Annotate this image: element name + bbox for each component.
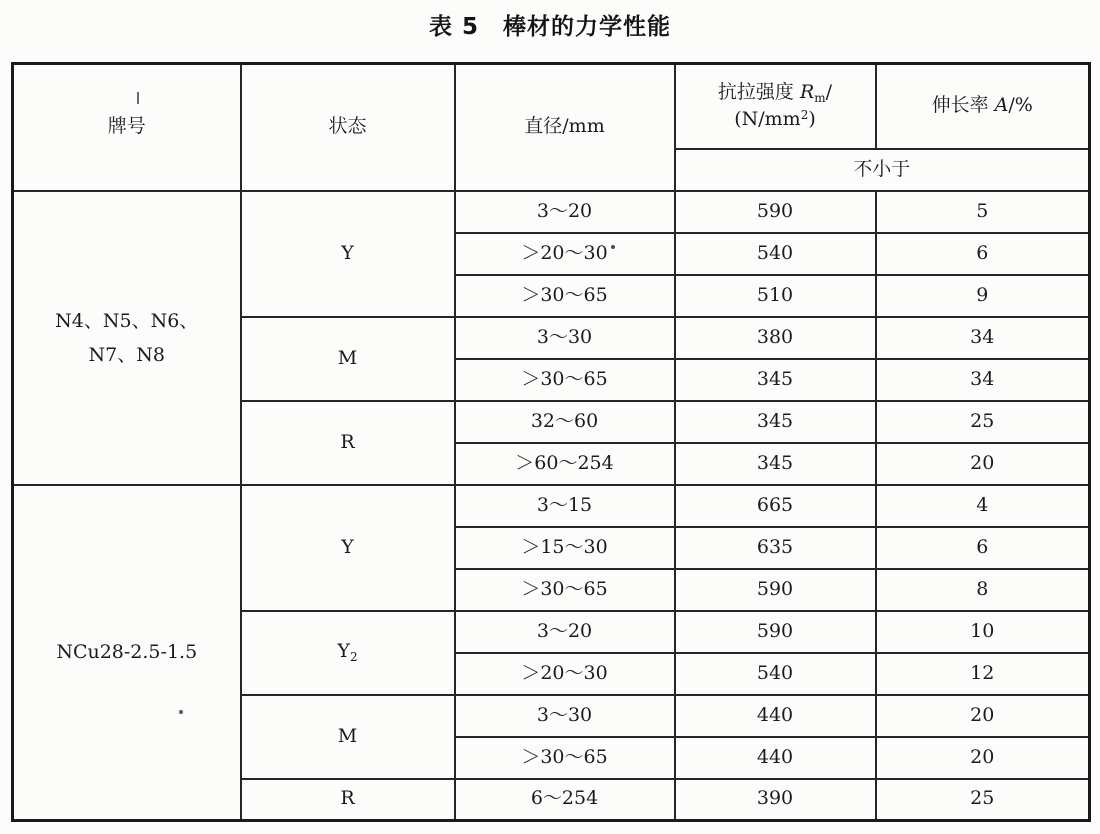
elongation-label: 伸长率: [931, 94, 995, 117]
tensile-cell: 540: [675, 653, 876, 695]
elongation-cell: 6: [876, 233, 1090, 275]
tensile-unit-close: ): [808, 107, 816, 130]
grade-cell: [13, 191, 241, 485]
col-header-tensile-strength: [675, 64, 876, 149]
diameter-cell: 32～60: [455, 401, 675, 443]
tensile-cell: 510: [675, 275, 876, 317]
tensile-cell: 380: [675, 317, 876, 359]
elongation-cell: 9: [876, 275, 1090, 317]
diameter-cell: 3～30: [455, 695, 675, 737]
tensile-cell: 345: [675, 443, 876, 485]
diameter-cell: ＞30～65: [455, 569, 675, 611]
diameter-cell: ＞60～254: [455, 443, 675, 485]
tensile-cell: 345: [675, 359, 876, 401]
table-row: [13, 485, 1090, 527]
col-header-elongation: [876, 64, 1090, 149]
state-cell: R: [241, 779, 455, 821]
elongation-cell: 34: [876, 359, 1090, 401]
tensile-cell: 590: [675, 191, 876, 233]
elongation-suffix: /%: [1008, 94, 1033, 117]
tensile-cell: 390: [675, 779, 876, 821]
tensile-cell: 635: [675, 527, 876, 569]
elongation-symbol: A: [994, 94, 1009, 117]
table-row: [13, 191, 1090, 233]
state-cell: M: [241, 695, 455, 779]
tensile-cell: 665: [675, 485, 876, 527]
tensile-cell: 590: [675, 569, 876, 611]
tensile-slash: /: [825, 81, 833, 104]
elongation-cell: 5: [876, 191, 1090, 233]
diameter-cell: ＞30～65: [455, 359, 675, 401]
diameter-cell: ＞15～30: [455, 527, 675, 569]
state-cell: Y: [241, 191, 455, 317]
elongation-cell: 25: [876, 401, 1090, 443]
diameter-cell: 3～20: [455, 191, 675, 233]
diameter-cell: ＞20～30: [455, 233, 675, 275]
grade-line: NCu28-2.5-1.5: [56, 641, 198, 664]
col-header-diameter: 直径/mm: [455, 64, 675, 191]
elongation-cell: 25: [876, 779, 1090, 821]
subheader-not-less-than: 不小于: [675, 149, 1090, 191]
elongation-cell: 12: [876, 653, 1090, 695]
state-label-subscript: 2: [349, 650, 358, 665]
tensile-cell: 540: [675, 233, 876, 275]
state-label: Y: [337, 640, 350, 663]
grade-line: N7、N8: [88, 343, 165, 366]
elongation-cell: 20: [876, 443, 1090, 485]
grade-line: N4、N5、N6、: [55, 309, 199, 332]
elongation-cell: 10: [876, 611, 1090, 653]
state-cell: M: [241, 317, 455, 401]
tensile-cell: 440: [675, 737, 876, 779]
tensile-cell: 345: [675, 401, 876, 443]
elongation-cell: 20: [876, 695, 1090, 737]
col-header-state: 状态: [241, 64, 455, 191]
tensile-unit-superscript: 2: [800, 107, 809, 122]
elongation-cell: 8: [876, 569, 1090, 611]
diameter-cell: 3～15: [455, 485, 675, 527]
tensile-symbol-subscript: m: [814, 91, 826, 106]
state-cell: Y: [241, 485, 455, 611]
elongation-cell: 6: [876, 527, 1090, 569]
diameter-cell: ＞30～65: [455, 275, 675, 317]
elongation-cell: 34: [876, 317, 1090, 359]
tensile-cell: 440: [675, 695, 876, 737]
diameter-cell: ＞20～30: [455, 653, 675, 695]
tensile-cell: 590: [675, 611, 876, 653]
grade-cell: [13, 485, 241, 821]
col-header-grade: 牌号: [13, 64, 241, 191]
tensile-symbol: R: [799, 81, 815, 104]
diameter-cell: 6～254: [455, 779, 675, 821]
mechanical-properties-table: [11, 62, 1091, 822]
diameter-cell: ＞30～65: [455, 737, 675, 779]
state-cell: [241, 611, 455, 695]
diameter-cell: 3～20: [455, 611, 675, 653]
elongation-cell: 4: [876, 485, 1090, 527]
tensile-label: 抗拉强度: [717, 81, 800, 104]
table-title: 表 5 棒材的力学性能: [428, 14, 671, 40]
diameter-cell: 3～30: [455, 317, 675, 359]
state-cell: R: [241, 401, 455, 485]
tensile-unit: (N/mm: [734, 107, 801, 130]
elongation-cell: 20: [876, 737, 1090, 779]
